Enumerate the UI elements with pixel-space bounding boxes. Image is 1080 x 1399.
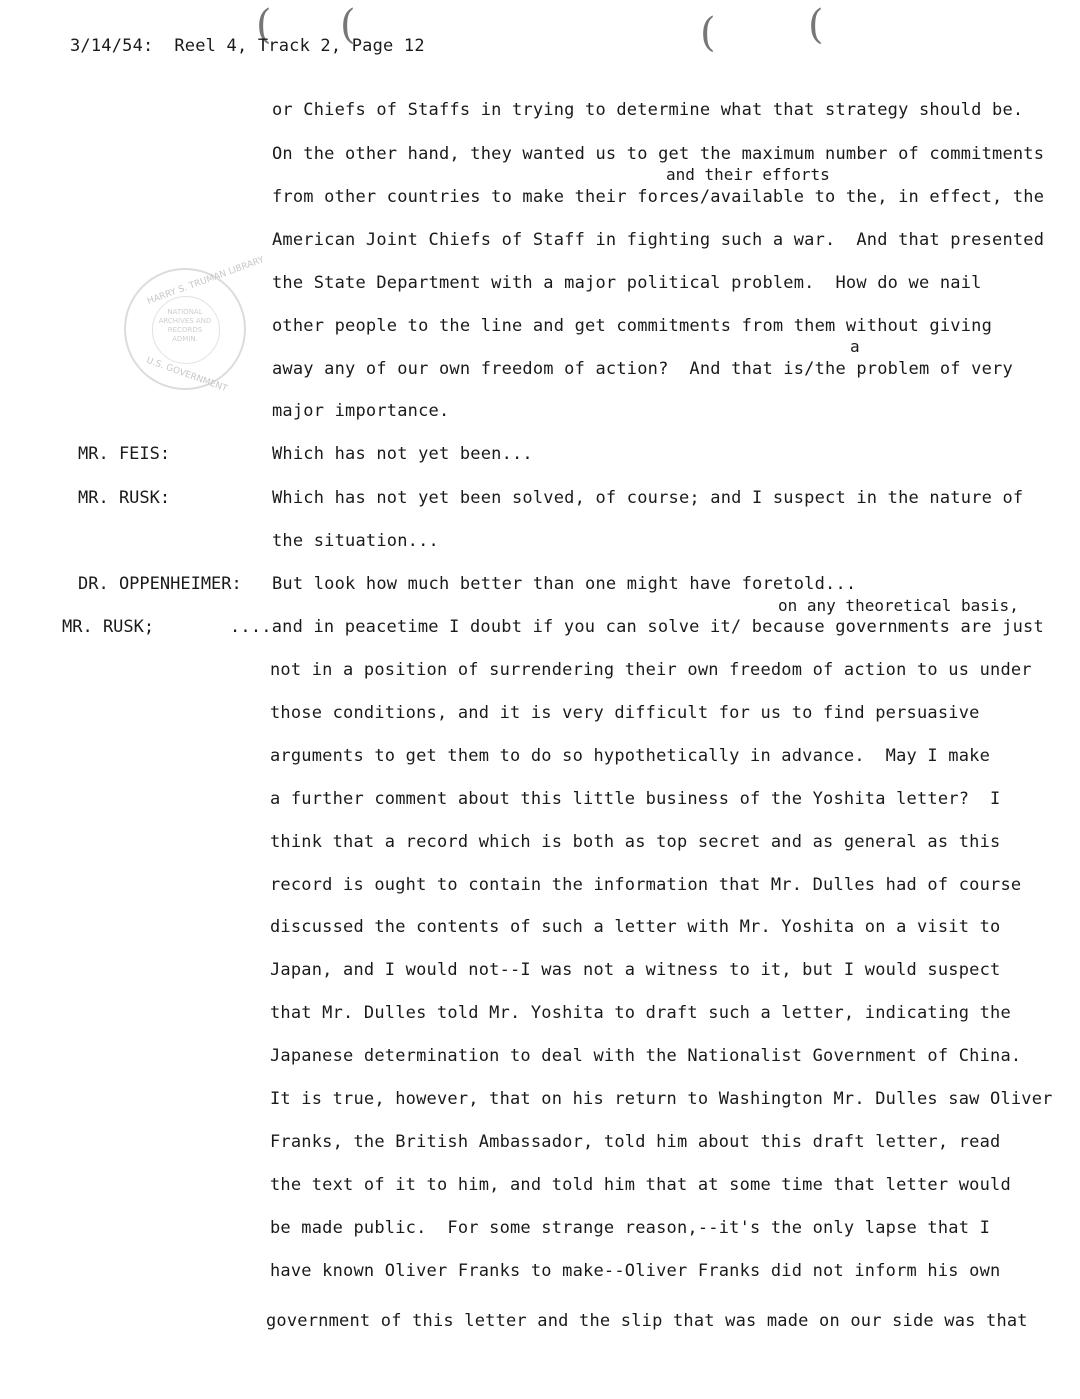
handwritten-insert: a [850, 337, 860, 356]
transcript-line: that Mr. Dulles told Mr. Yoshita to draft such a letter, indicating the [270, 1003, 1011, 1023]
transcript-line: government of this letter and the slip that was made on our side was that [266, 1311, 1028, 1331]
transcript-line: Which has not yet been solved, of course; and I suspect in the nature of [272, 488, 1024, 508]
transcript-line: record is ought to contain the information that Mr. Dulles had of course [270, 875, 1022, 895]
margin-mark: ( [700, 10, 716, 56]
transcript-line: have known Oliver Franks to make--Oliver Franks did not inform his own [270, 1261, 1001, 1281]
transcript-line: the State Department with a major political problem. How do we nail [272, 273, 982, 293]
transcript-line: discussed the contents of such a letter with Mr. Yoshita on a visit to [270, 917, 1001, 937]
transcript-line: But look how much better than one might have foretold... [272, 574, 857, 594]
margin-mark: ( [256, 2, 272, 48]
transcript-line: other people to the line and get commitments from them without giving [272, 316, 993, 336]
page-header: 3/14/54: Reel 4, Track 2, Page 12 [70, 36, 425, 56]
speaker-label: MR. FEIS: [78, 444, 171, 464]
transcript-line: American Joint Chiefs of Staff in fighting such a war. And that presented [272, 230, 1045, 250]
transcript-line: On the other hand, they wanted us to get the maximum number of commitments [272, 144, 1045, 164]
speaker-label: DR. OPPENHEIMER: [78, 574, 242, 594]
transcript-line: think that a record which is both as top secret and as general as this [270, 832, 1001, 852]
speaker-label: MR. RUSK; [62, 617, 155, 637]
transcript-line: from other countries to make their forces/available to the, in effect, the [272, 187, 1045, 207]
handwritten-insert: and their efforts [666, 165, 830, 184]
transcript-line: away any of our own freedom of action? And that is/the problem of very [272, 359, 1013, 379]
transcript-line: arguments to get them to do so hypothetically in advance. May I make [270, 746, 991, 766]
margin-mark: ( [808, 2, 824, 48]
transcript-line: those conditions, and it is very difficult for us to find persuasive [270, 703, 980, 723]
transcript-line: not in a position of surrendering their own freedom of action to us under [270, 660, 1032, 680]
archive-stamp-seal: HARRY S. TRUMAN LIBRARY NATIONAL ARCHIVES AND RECORDS ADMIN. U.S. GOVERNMENT [124, 268, 246, 390]
handwritten-insert: on any theoretical basis, [778, 596, 1019, 615]
transcript-line: Which has not yet been... [272, 444, 533, 464]
transcript-line: Japanese determination to deal with the Nationalist Government of China. [270, 1046, 1022, 1066]
transcript-line: be made public. For some strange reason,--it's the only lapse that I [270, 1218, 991, 1238]
transcript-line: a further comment about this little business of the Yoshita letter? I [270, 789, 1001, 809]
transcript-line: Japan, and I would not--I was not a witness to it, but I would suspect [270, 960, 1001, 980]
transcript-line: It is true, however, that on his return to Washington Mr. Dulles saw Oliver [270, 1089, 1053, 1109]
transcript-line: Franks, the British Ambassador, told him about this draft letter, read [270, 1132, 1001, 1152]
margin-mark: ( [340, 2, 356, 48]
transcript-line: ....and in peacetime I doubt if you can solve it/ because governments are just [230, 617, 1044, 637]
transcript-line: major importance. [272, 401, 450, 421]
transcript-line: the text of it to him, and told him that at some time that letter would [270, 1175, 1011, 1195]
transcript-line: the situation... [272, 531, 439, 551]
transcript-line: or Chiefs of Staffs in trying to determine what that strategy should be. [272, 100, 1024, 120]
speaker-label: MR. RUSK: [78, 488, 171, 508]
